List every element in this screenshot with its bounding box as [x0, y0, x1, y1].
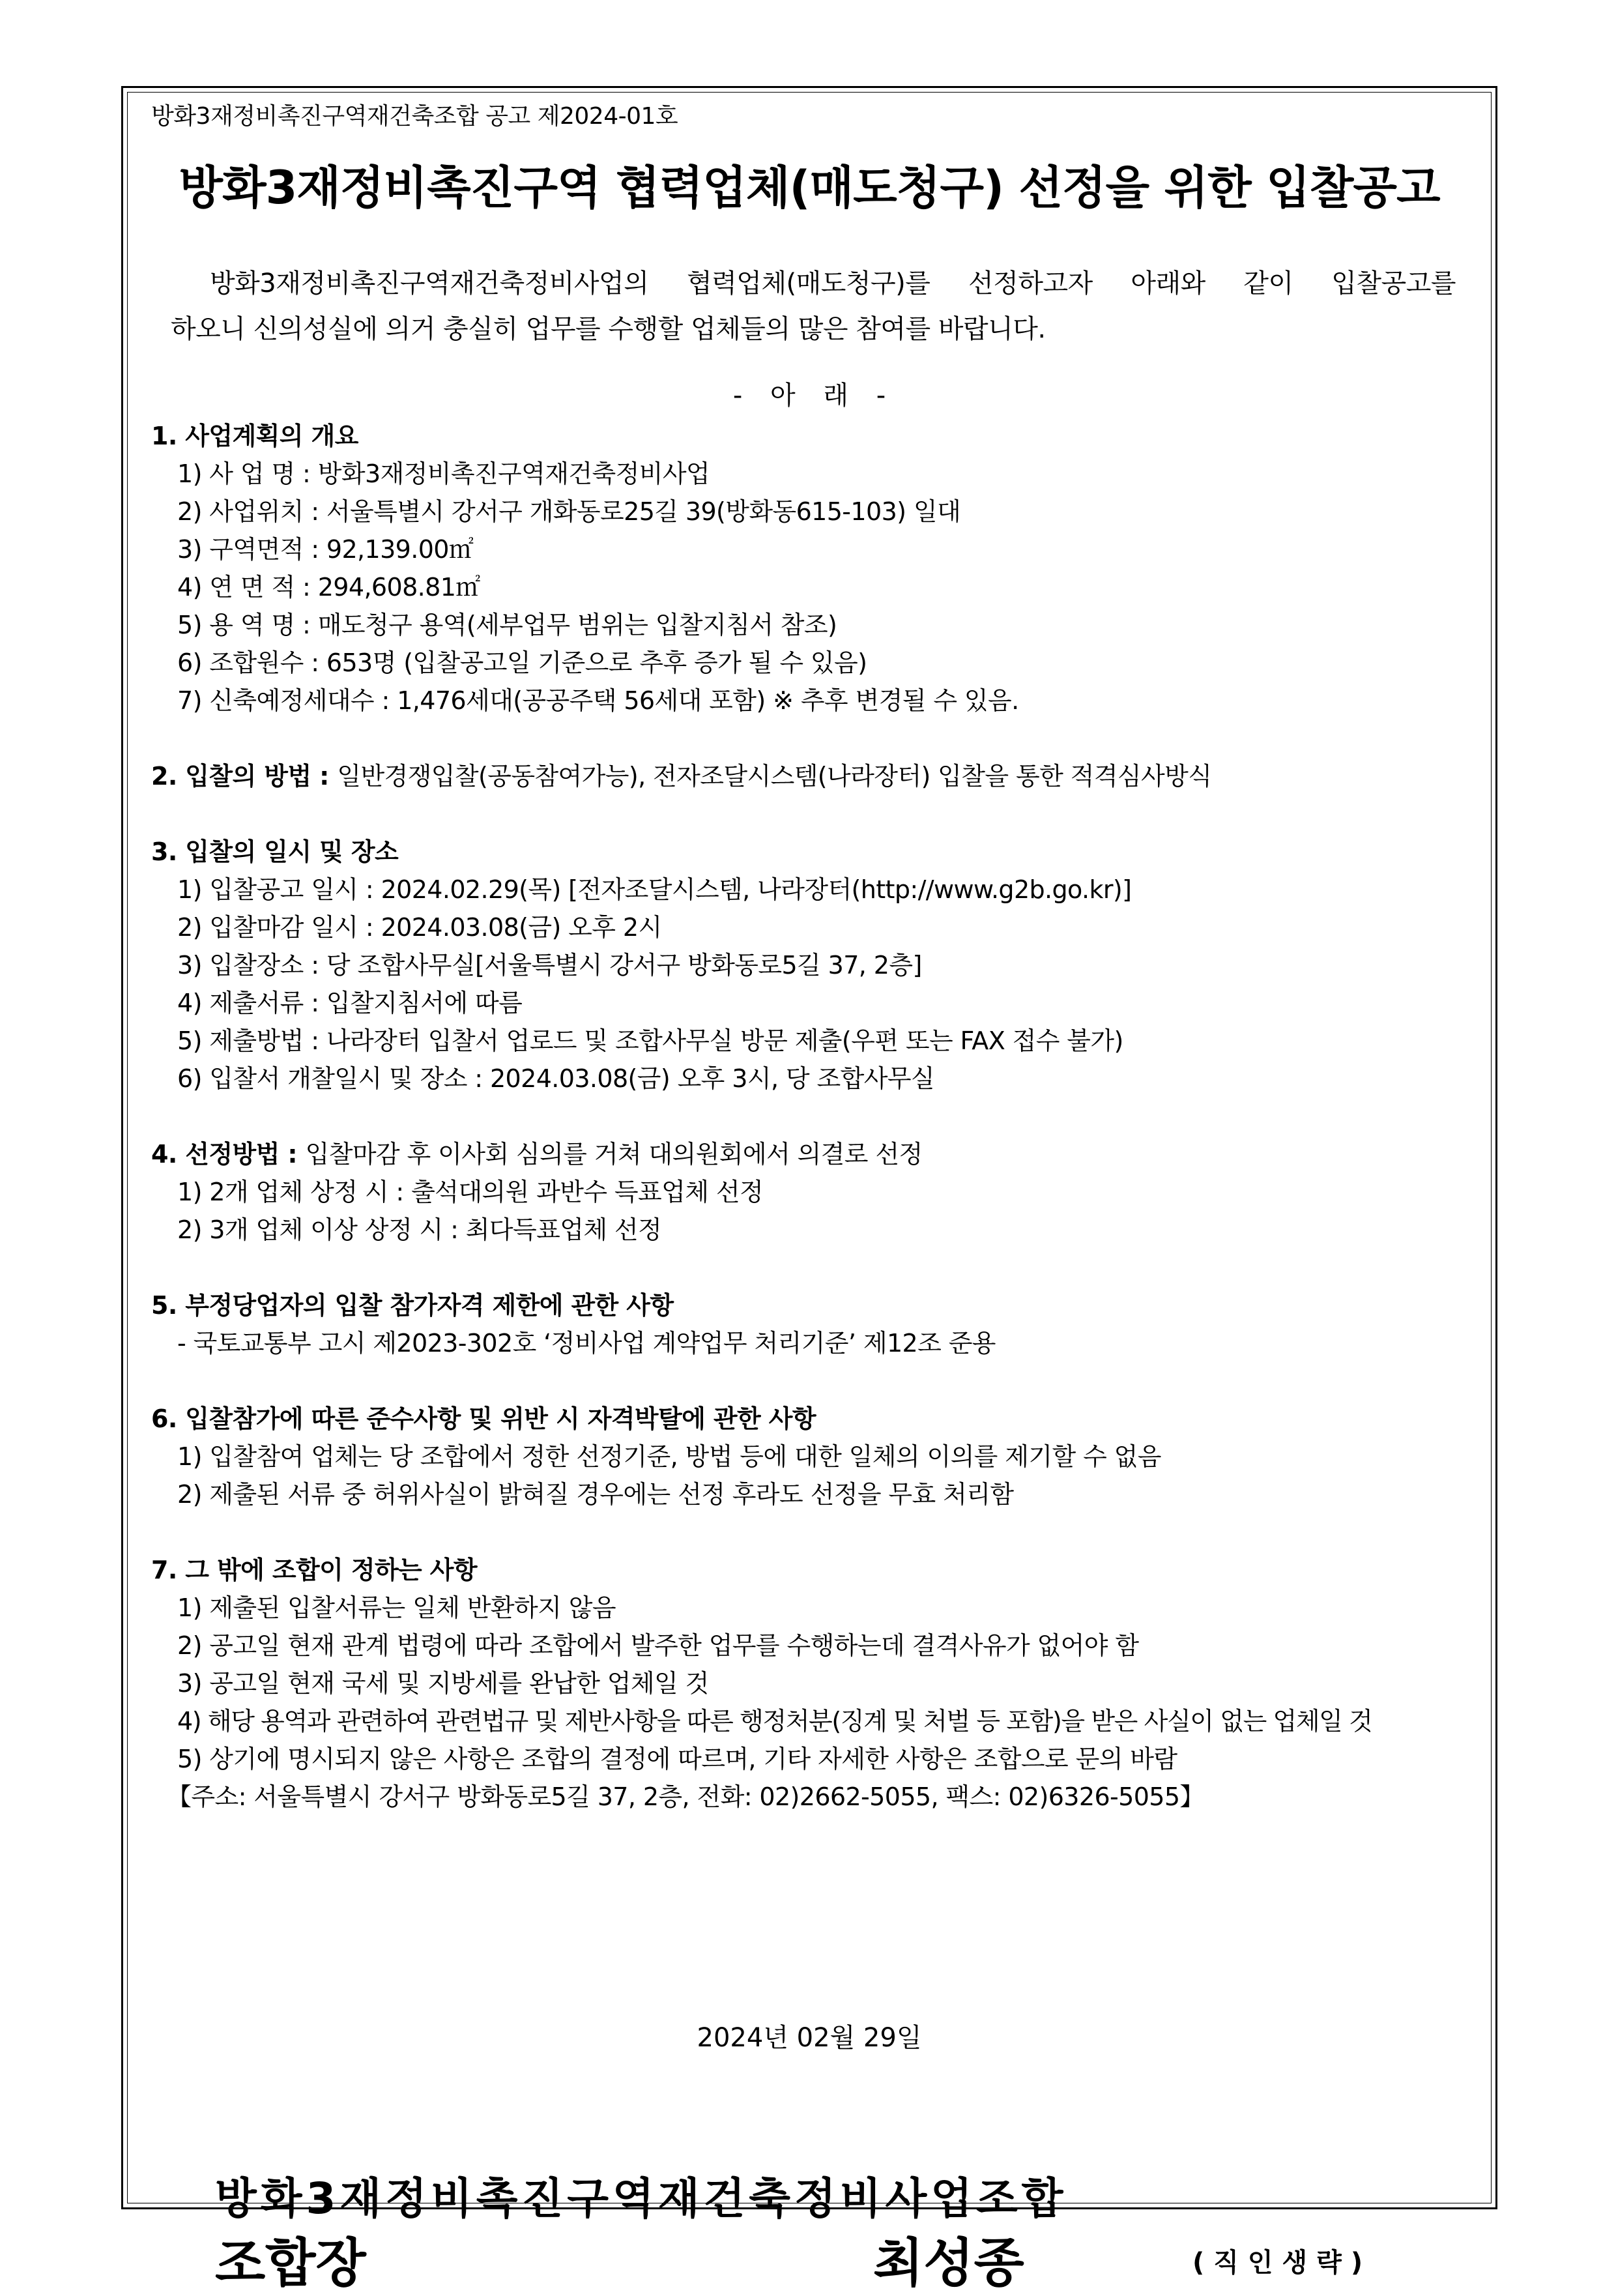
list-item: 1) 제출된 입찰서류는 일체 반환하지 않음	[177, 1593, 616, 1622]
list-item: 5) 제출방법 : 나라장터 입찰서 업로드 및 조합사무실 방문 제출(우편 또는 FAX 접수 불가)	[177, 1026, 1123, 1055]
list-item: 1) 2개 업체 상정 시 : 출석대의원 과반수 득표업체 선정	[177, 1178, 764, 1206]
section-title: 1. 사업계획의 개요	[151, 422, 358, 450]
section-bid-method	[151, 757, 1480, 795]
notice-date: 2024년 02월 29일	[697, 2023, 922, 2053]
list-item: 2) 입찰마감 일시 : 2024.03.08(금) 오후 2시	[177, 913, 662, 942]
contact-info: 【주소: 서울특별시 강서구 방화동로5길 37, 2층, 전화: 02)2662-5055, 팩스: 02)6326-5055】	[167, 1782, 1204, 1811]
list-item: 1) 사 업 명 : 방화3재정비촉진구역재건축정비사업	[177, 459, 710, 488]
section-selection-method	[151, 1135, 1480, 1249]
below-marker: - 아 래 -	[732, 381, 886, 411]
intro-line-1: 방화3재정비촉진구역재건축정비사업의 협력업체(매도청구)를 선정하고자 아래와 같이 입찰공고를	[210, 269, 1456, 298]
list-item: 2) 사업위치 : 서울특별시 강서구 개화동로25길 39(방화동615-103) 일대	[177, 497, 961, 526]
intro-line-2: 하오니 신의성실에 의거 충실히 업무를 수행할 업체들의 많은 참여를 바랍니다.	[171, 314, 1046, 344]
section-title: 3. 입찰의 일시 및 장소	[151, 837, 399, 866]
list-item: 1) 입찰참여 업체는 당 조합에서 정한 선정기준, 방법 등에 대한 일체의 이의를 제기할 수 없음	[177, 1442, 1161, 1471]
list-item: 7) 신축예정세대수 : 1,476세대(공공주택 56세대 포함) ※ 추후 변경될 수 있음.	[177, 686, 1019, 715]
section-title-label: 4. 선정방법 :	[151, 1140, 297, 1169]
section-title	[151, 1135, 1480, 1173]
section-title: 7. 그 밖에 조합이 정하는 사항	[151, 1556, 478, 1584]
list-item: 4) 해당 용역과 관련하여 관련법규 및 제반사항을 따른 행정처분(징계 및 처벌 등 포함)을 받은 사실이 없는 업체일 것	[177, 1707, 1372, 1736]
seal-omitted-note: (직인생략)	[1192, 2248, 1372, 2278]
list-item: 6) 조합원수 : 653명 (입찰공고일 기준으로 추후 증가 될 수 있음)	[177, 648, 867, 677]
chairman-name: 최성종	[873, 2233, 1024, 2293]
notice-number: 방화3재정비촉진구역재건축조합 공고 제2024-01호	[151, 103, 678, 130]
list-item: 5) 용 역 명 : 매도청구 용역(세부업무 범위는 입찰지침서 참조)	[177, 611, 837, 639]
section-title-label: 2. 입찰의 방법 :	[151, 762, 329, 791]
list-item: 4) 제출서류 : 입찰지침서에 따름	[177, 989, 523, 1017]
list-item: 6) 입찰서 개찰일시 및 장소 : 2024.03.08(금) 오후 3시, 당 조합사무실	[177, 1064, 935, 1093]
section-compliance	[151, 1400, 1480, 1513]
list-item: 3) 구역면적 : 92,139.00㎡	[177, 535, 474, 564]
section-title-detail: 일반경쟁입찰(공동참여가능), 전자조달시스템(나라장터) 입찰을 통한 적격심사방식	[337, 762, 1212, 791]
chairman-title: 조합장	[215, 2233, 366, 2293]
section-disqualification	[151, 1286, 1480, 1362]
list-item: 4) 연 면 적 : 294,608.81㎡	[177, 573, 480, 602]
organization-name: 방화3재정비촉진구역재건축정비사업조합	[215, 2173, 1067, 2224]
intro-paragraph	[171, 261, 1456, 352]
section-other-matters	[151, 1551, 1480, 1816]
list-item: 1) 입찰공고 일시 : 2024.02.29(목) [전자조달시스템, 나라장터(http://www.g2b.go.kr)]	[177, 875, 1132, 904]
list-item: 3) 입찰장소 : 당 조합사무실[서울특별시 강서구 방화동로5길 37, 2층]	[177, 951, 922, 980]
notice-body	[151, 417, 1480, 1853]
list-item: - 국토교통부 고시 제2023-302호 ‘정비사업 계약업무 처리기준’ 제12조 준용	[177, 1329, 996, 1358]
section-bid-schedule	[151, 833, 1480, 1097]
list-item: 5) 상기에 명시되지 않은 사항은 조합의 결정에 따르며, 기타 자세한 사항은 조합으로 문의 바람	[177, 1745, 1177, 1773]
list-item: 3) 공고일 현재 국세 및 지방세를 완납한 업체일 것	[177, 1669, 709, 1698]
list-item: 2) 공고일 현재 관계 법령에 따라 조합에서 발주한 업무를 수행하는데 결격사유가 없어야 함	[177, 1631, 1139, 1660]
list-item: 2) 3개 업체 이상 상정 시 : 최다득표업체 선정	[177, 1215, 662, 1244]
section-overview	[151, 417, 1480, 719]
page-title: 방화3재정비촉진구역 협력업체(매도청구) 선정을 위한 입찰공고	[179, 161, 1440, 214]
section-title: 6. 입찰참가에 따른 준수사항 및 위반 시 자격박탈에 관한 사항	[151, 1404, 816, 1433]
section-title-detail: 입찰마감 후 이사회 심의를 거쳐 대의원회에서 의결로 선정	[305, 1140, 923, 1169]
section-title	[151, 757, 1480, 795]
section-title: 5. 부정당업자의 입찰 참가자격 제한에 관한 사항	[151, 1291, 674, 1320]
list-item: 2) 제출된 서류 중 허위사실이 밝혀질 경우에는 선정 후라도 선정을 무효 처리함	[177, 1480, 1014, 1509]
